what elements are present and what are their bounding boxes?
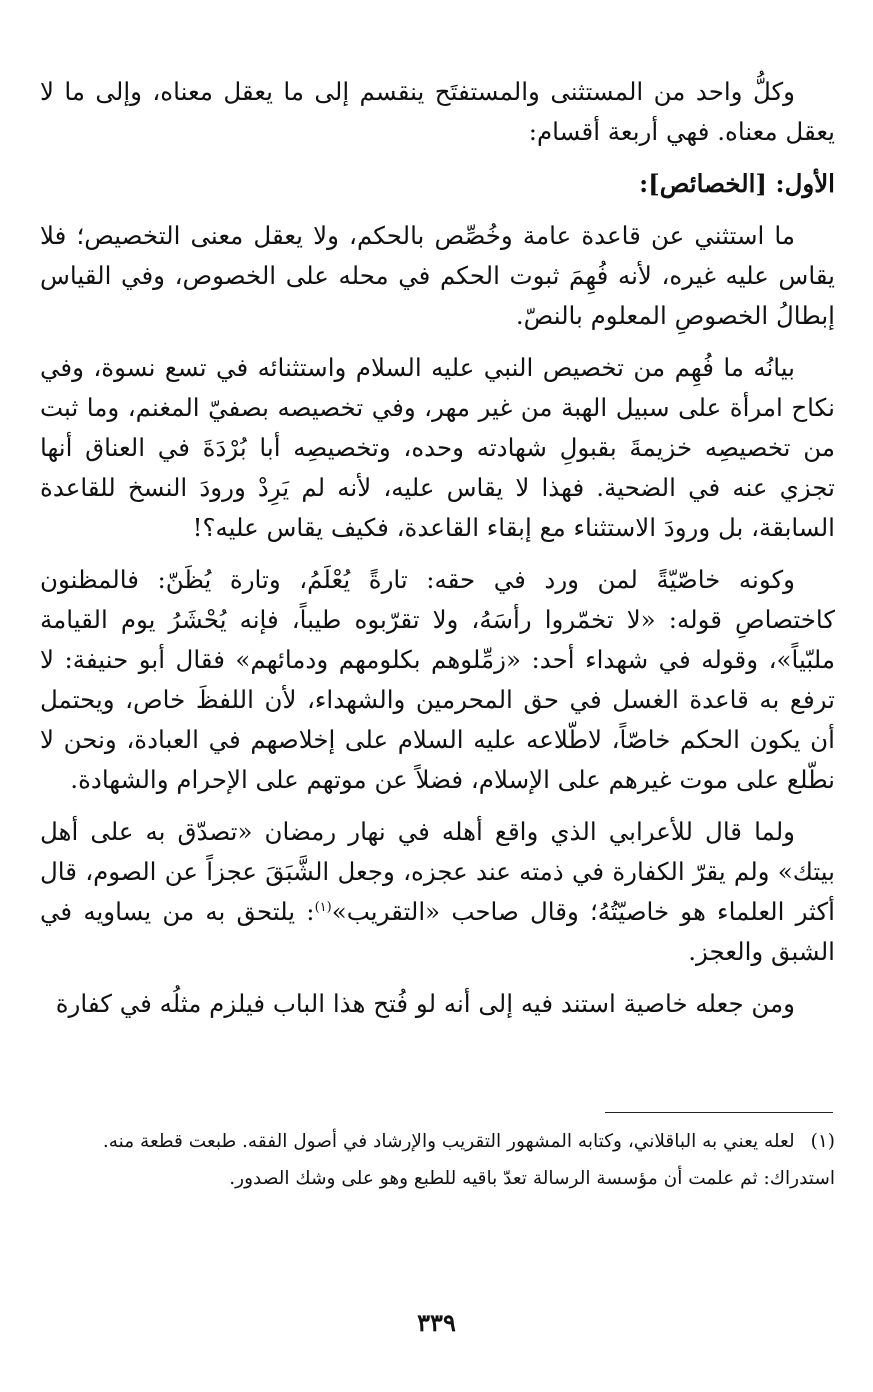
footnote-number: (١) — [810, 1131, 835, 1152]
paragraph-definition: ما استثني عن قاعدة عامة وخُصِّص بالحكم، ولا يعقل معنى التخصيص؛ فلا يقاس عليه غيره، لأنه فُهِمَ ثبوت الحكم في محله على الخصوص، وفي القياس إبطالُ الخصوصِ المعلوم بالنصّ. — [40, 221, 835, 330]
footnote-addendum: استدراك: ثم علمت أن مؤسسة الرسالة تعدّ باقيه للطبع وهو على وشك الصدور. — [229, 1168, 835, 1189]
paragraph-bedouin-rest: : يلتحق به من يساويه في الشبق والعجز. — [40, 897, 835, 966]
paragraph-closing: ومن جعله خاصية استند فيه إلى أنه لو فُتح هذا الباب فيلزم مثلُه في كفارة — [55, 989, 795, 1018]
footnotes — [40, 1126, 835, 1200]
page-number: ٣٣٩ — [417, 1308, 456, 1337]
footnote-marker[interactable]: (١) — [314, 899, 332, 915]
footnote-divider — [605, 1112, 833, 1113]
paragraph-bedouin — [40, 812, 835, 972]
paragraph-bedouin-text: ولما قال للأعرابي الذي واقع أهله في نهار رمضان «تصدّق به على أهل بيتك» ولم يقرّ الكفارة في ذمته عند عجزه، وجعل الشَّبَقَ عجزاً عن الصوم، قال أكثر العلماء هو خاصيّتُهُ؛ وقال صاحب «التقريب» — [40, 817, 835, 926]
footnote-1 — [40, 1126, 835, 1157]
paragraph-intro: وكلُّ واحد من المستثنى والمستفتَح ينقسم إلى ما يعقل معناه، وإلى ما لا يعقل معناه. فهي أربعة أقسام: — [40, 77, 835, 146]
main-text — [40, 72, 835, 1036]
paragraph-presumed: وكونه خاصّيّةً لمن ورد في حقه: تارةً يُعْلَمُ، وتارة يُظَنّ: فالمظنون كاختصاصِ قوله: «لا تخمّروا رأسَهُ، ولا تقرّبوه طيباً، فإنه يُحْشَرُ يوم القيامة ملبّياً»، وقوله في شهداء أحد: «زمِّلوهم بكلومهم ودمائهم» فقال أبو حنيفة: لا ترفع به قاعدة الغسل في حق المحرمين والشهداء، لأن اللفظَ خاص، ويحتمل أن يكون الحكم خاصّاً، لاطّلاعه عليه السلام على إخلاصهم في العبادة، ونحن لا نطّلع على موت غيرهم على الإسلام، فضلاً عن موتهم على الإحرام والشهادة. — [40, 565, 835, 794]
paragraph-explanation: بيانُه ما فُهِم من تخصيص النبي عليه السلام واستثنائه في تسع نسوة، وفي نكاح امرأة على سبيل الهبة من غير مهر، وفي تخصيصه بصفيّ المغنم، وما ثبت من تخصيصِه خزيمةَ بقبولِ شهادته وحده، وتخصيصِه أبا بُرْدَةَ في العناق أنها تجزي عنه في الضحية. فهذا لا يقاس عليه، لأنه لم يَرِدْ ورودَ النسخ للقاعدة السابقة، بل ورودَ الاستثناء مع إبقاء القاعدة، فكيف يقاس عليه؟! — [40, 353, 835, 542]
section-heading: الأول: [الخصائص]: — [639, 169, 835, 198]
footnote-text: لعله يعني به الباقلاني، وكتابه المشهور التقريب والإرشاد في أصول الفقه. طبعت قطعة منه. — [102, 1131, 795, 1152]
